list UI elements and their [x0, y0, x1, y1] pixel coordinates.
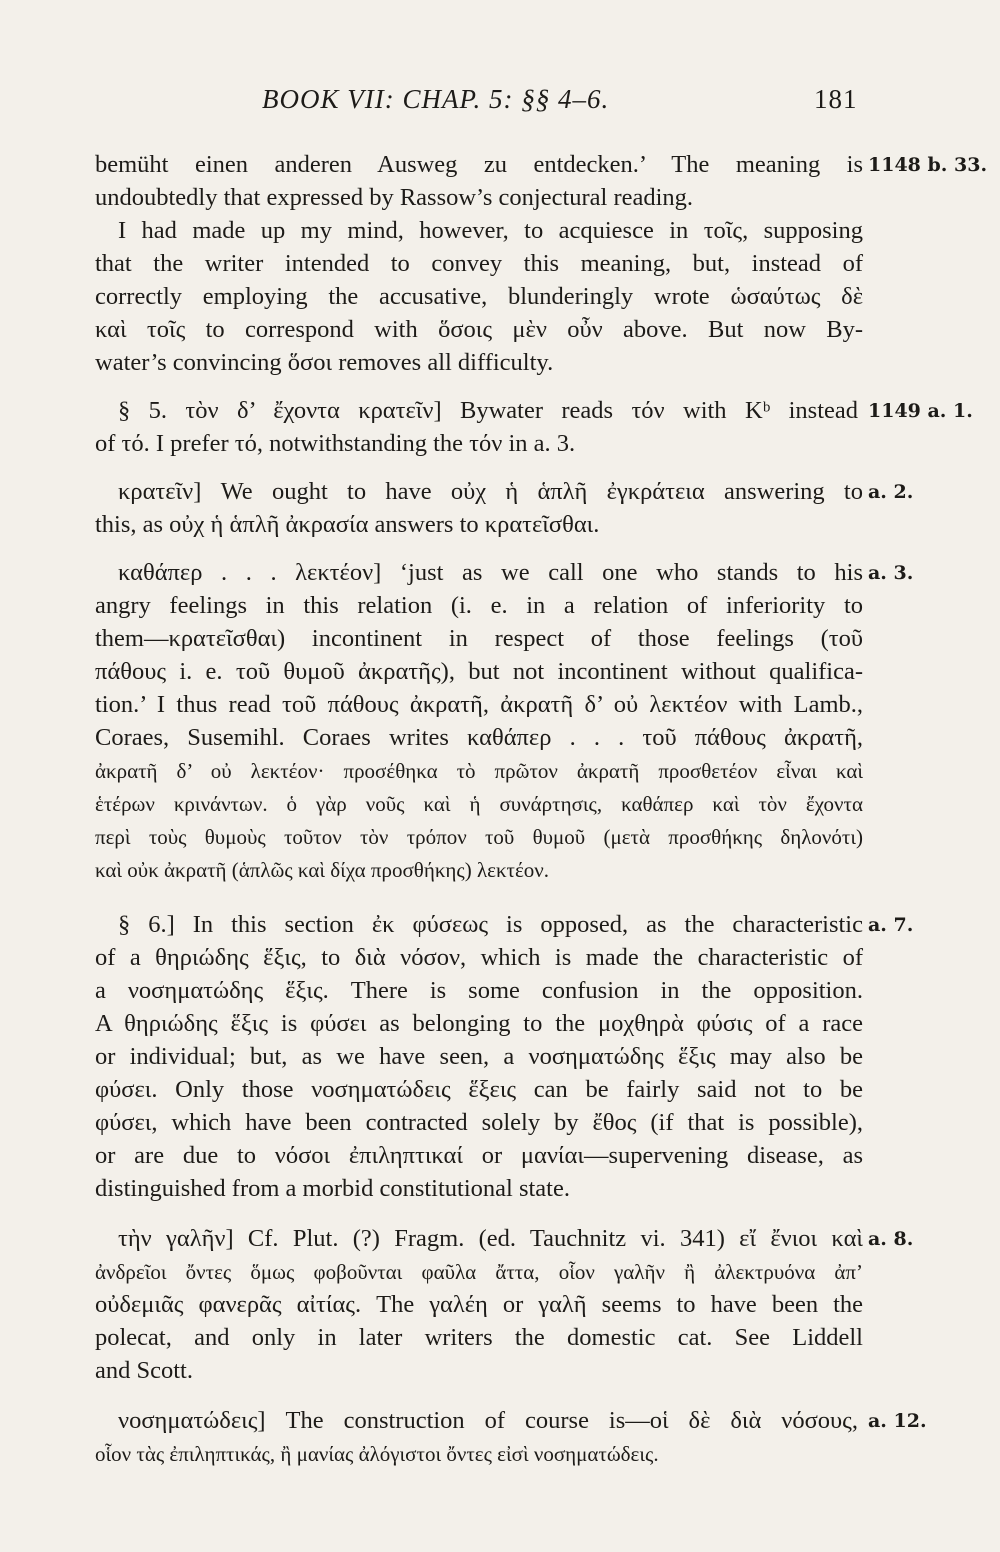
margin-reference: a. 8.	[868, 1228, 914, 1250]
text-line: πάθους i. e. τοῦ θυμοῦ ἀκρατῆς), but not incontinent without qualifica-	[95, 658, 863, 685]
text-line: of τό. I prefer τό, notwithstanding the τόν in a. 3.	[95, 430, 576, 457]
text-line: water’s convincing ὅσοι removes all difficulty.	[95, 349, 554, 376]
text-line: a νοσηματώδης ἕξις. There is some confusion in the opposition.	[95, 977, 863, 1004]
text-line: polecat, and only in later writers the domestic cat. See Liddell	[95, 1324, 863, 1351]
text-line: καὶ οὐκ ἀκρατῆ (ἁπλῶς καὶ δίχα προσθήκης) λεκτέον.	[95, 858, 550, 882]
text-line: I had made up my mind, however, to acquiesce in τοῖς, supposing	[118, 217, 863, 244]
text-line: καθάπερ . . . λεκτέον] ‘just as we call one who stands to his	[118, 559, 863, 586]
text-line: οἷον τὰς ἐπιληπτικάς, ἢ μανίας ἀλόγιστοι ὄντες εἰσὶ νοσηματώδεις.	[95, 1442, 659, 1466]
text-line: that the writer intended to convey this meaning, but, instead of	[95, 250, 863, 277]
text-line: φύσει, which have been contracted solely by ἔθος (if that is possible),	[95, 1109, 863, 1136]
text-line: φύσει. Only those νοσηματώδεις ἕξεις can be fairly said not to be	[95, 1076, 863, 1103]
text-line: περὶ τοὺς θυμοὺς τοῦτον τὸν τρόπον τοῦ θυμοῦ (μετὰ προσθήκης δηλονότι)	[95, 825, 863, 849]
text-line: κρατεῖν] We ought to have οὐχ ἡ ἁπλῆ ἐγκράτεια answering to	[118, 478, 863, 505]
text-line: this, as οὐχ ἡ ἁπλῆ ἀκρασία answers to κρατεῖσθαι.	[95, 511, 600, 538]
text-line: § 6.] In this section ἐκ φύσεως is opposed, as the characteristic	[118, 911, 863, 938]
text-line: distinguished from a morbid constitutional state.	[95, 1175, 570, 1202]
text-line: A θηριώδης ἕξις is φύσει as belonging to the μοχθηρὰ φύσις of a race	[95, 1010, 863, 1037]
text-line: them—κρατεῖσθαι) incontinent in respect of those feelings (τοῦ	[95, 625, 863, 652]
text-line: νοσηματώδεις] The construction of course is—οἱ δὲ διὰ νόσους,	[118, 1407, 858, 1434]
text-line: ἀκρατῆ δ’ οὐ λεκτέον· προσέθηκα τὸ πρῶτον ἀκρατῆ προσθετέον εἶναι καὶ	[95, 759, 863, 783]
text-line: Coraes, Susemihl. Coraes writes καθάπερ . . . τοῦ πάθους ἀκρατῆ,	[95, 724, 863, 751]
running-header	[262, 84, 862, 115]
text-line: ἑτέρων κρινάντων. ὁ γὰρ νοῦς καὶ ἡ συνάρτησις, καθάπερ καὶ τὸν ἔχοντα	[95, 792, 863, 816]
margin-reference: a. 7.	[868, 914, 914, 936]
text-line: οὐδεμιᾶς φανερᾶς αἰτίας. The γαλέη or γαλῆ seems to have been the	[95, 1291, 863, 1318]
margin-reference: 1149 a. 1.	[868, 400, 973, 422]
text-line: § 5. τὸν δ’ ἔχοντα κρατεῖν] Bywater reads τόν with Kᵇ instead	[118, 397, 858, 424]
page-number: 181	[814, 84, 858, 114]
text-line: of a θηριώδης ἕξις, to διὰ νόσον, which is made the characteristic of	[95, 944, 863, 971]
text-line: tion.’ I thus read τοῦ πάθους ἀκρατῆ, ἀκρατῆ δ’ οὐ λεκτέον with Lamb.,	[95, 691, 863, 718]
text-line: or individual; but, as we have seen, a νοσηματώδης ἕξις may also be	[95, 1043, 863, 1070]
text-line: undoubtedly that expressed by Rassow’s conjectural reading.	[95, 184, 694, 211]
header-title: BOOK VII: CHAP. 5: §§ 4–6.	[262, 84, 610, 114]
margin-reference: 1148 b. 33.	[868, 154, 988, 176]
text-line: and Scott.	[95, 1357, 193, 1384]
text-line: bemüht einen anderen Ausweg zu entdecken.’ The meaning is	[95, 151, 863, 178]
margin-reference: a. 12.	[868, 1410, 927, 1432]
text-line: τὴν γαλῆν] Cf. Plut. (?) Fragm. (ed. Tauchnitz vi. 341) εἴ ἔνιοι καὶ	[118, 1225, 863, 1252]
text-line: or are due to νόσοι ἐπιληπτικαί or μανίαι—supervening disease, as	[95, 1142, 863, 1169]
text-line: ἀνδρεῖοι ὄντες ὅμως φοβοῦνται φαῦλα ἄττα, οἷον γαλῆν ἢ ἀλεκτρυόνα ἀπ’	[95, 1260, 863, 1284]
text-line: καὶ τοῖς to correspond with ὅσοις μὲν οὖν above. But now By-	[95, 316, 863, 343]
margin-reference: a. 2.	[868, 481, 914, 503]
margin-reference: a. 3.	[868, 562, 914, 584]
text-line: correctly employing the accusative, blunderingly wrote ὡσαύτως δὲ	[95, 283, 863, 310]
text-line: angry feelings in this relation (i. e. in a relation of inferiority to	[95, 592, 863, 619]
